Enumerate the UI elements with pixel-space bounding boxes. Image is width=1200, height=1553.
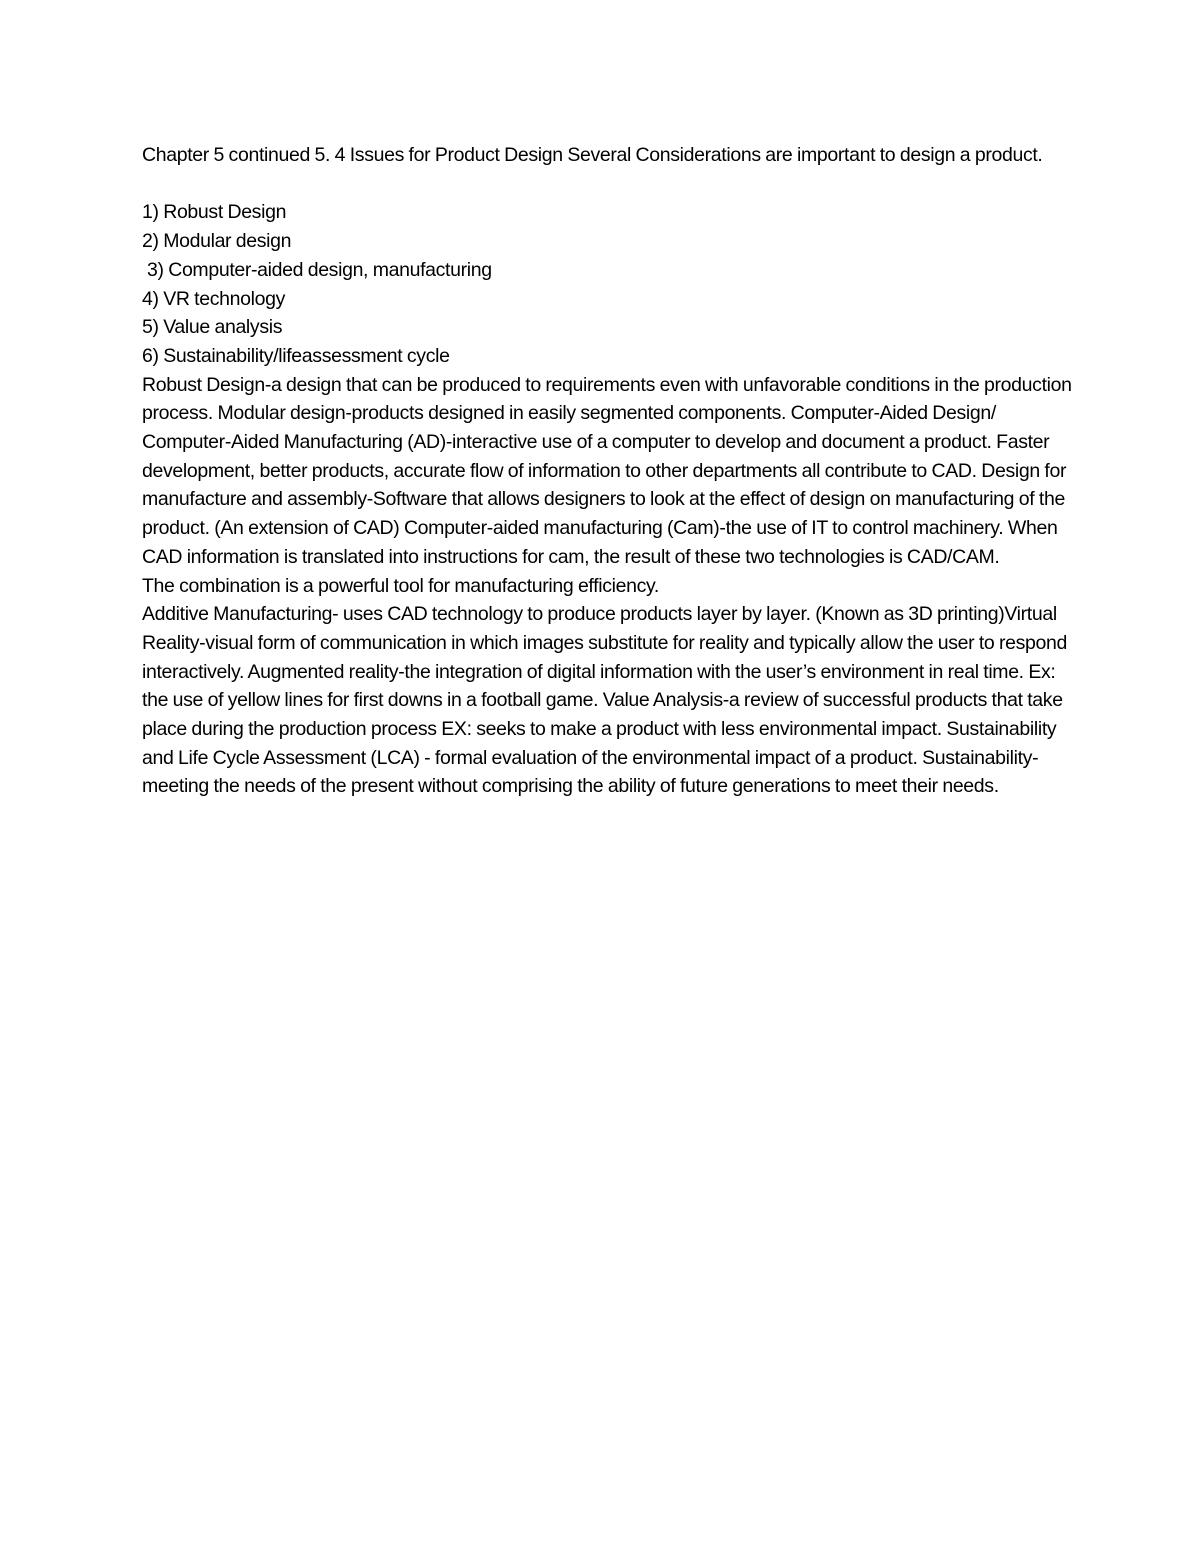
list-item-value-analysis: 5) Value analysis (142, 316, 283, 339)
list-item-sustainability: 6) Sustainability/lifeassessment cycle (142, 344, 450, 367)
list-item-computer-aided-design: 3) Computer-aided design, manufacturing (147, 258, 492, 281)
list-item-vr-technology: 4) VR technology (142, 287, 285, 310)
considerations-list (142, 198, 1072, 370)
document-body (142, 141, 1072, 801)
list-item-robust-design: 1) Robust Design (142, 201, 287, 224)
intro-paragraph: Chapter 5 continued 5. 4 Issues for Product Design Several Considerations are important to design a product. (142, 144, 1043, 166)
body-paragraph-2: The combination is a powerful tool for manufacturing efficiency. (142, 574, 659, 597)
body-paragraph-3: Additive Manufacturing- uses CAD technology to produce products layer by layer. (Known as 3D printing)Virtual Reality-visual form of communication in which images substitute for reality and typically allow the user to respond interactively. Augmented reality-the integration of digital information with the user’s environment in real time. Ex: the use of yellow lines for first downs in a football game. Value Analysis-a review of successful products that take place during the production process EX: seeks to make a product with less environmental impact. Sustainability and Life Cycle Assessment (LCA) - formal evaluation of the environmental impact of a product. Sustainability-meeting the needs of the present without comprising the ability of future generations to meet their needs. (142, 603, 1068, 798)
body-paragraph-1: Robust Design-a design that can be produced to requirements even with unfavorable conditions in the production process. Modular design-products designed in easily segmented components. Computer-Aided Design/ Computer-Aided Manufacturing (AD)-interactive use of a computer to develop and document a product. Faster development, better products, accurate flow of information to other departments all contribute to CAD. Design for manufacture and assembly-Software that allows designers to look at the effect of design on manufacturing of the product. (An extension of CAD) Computer-aided manufacturing (Cam)-the use of IT to control machinery. When CAD information is translated into instructions for cam, the result of these two technologies is CAD/CAM. (142, 373, 1072, 568)
list-item-modular-design: 2) Modular design (142, 230, 292, 253)
